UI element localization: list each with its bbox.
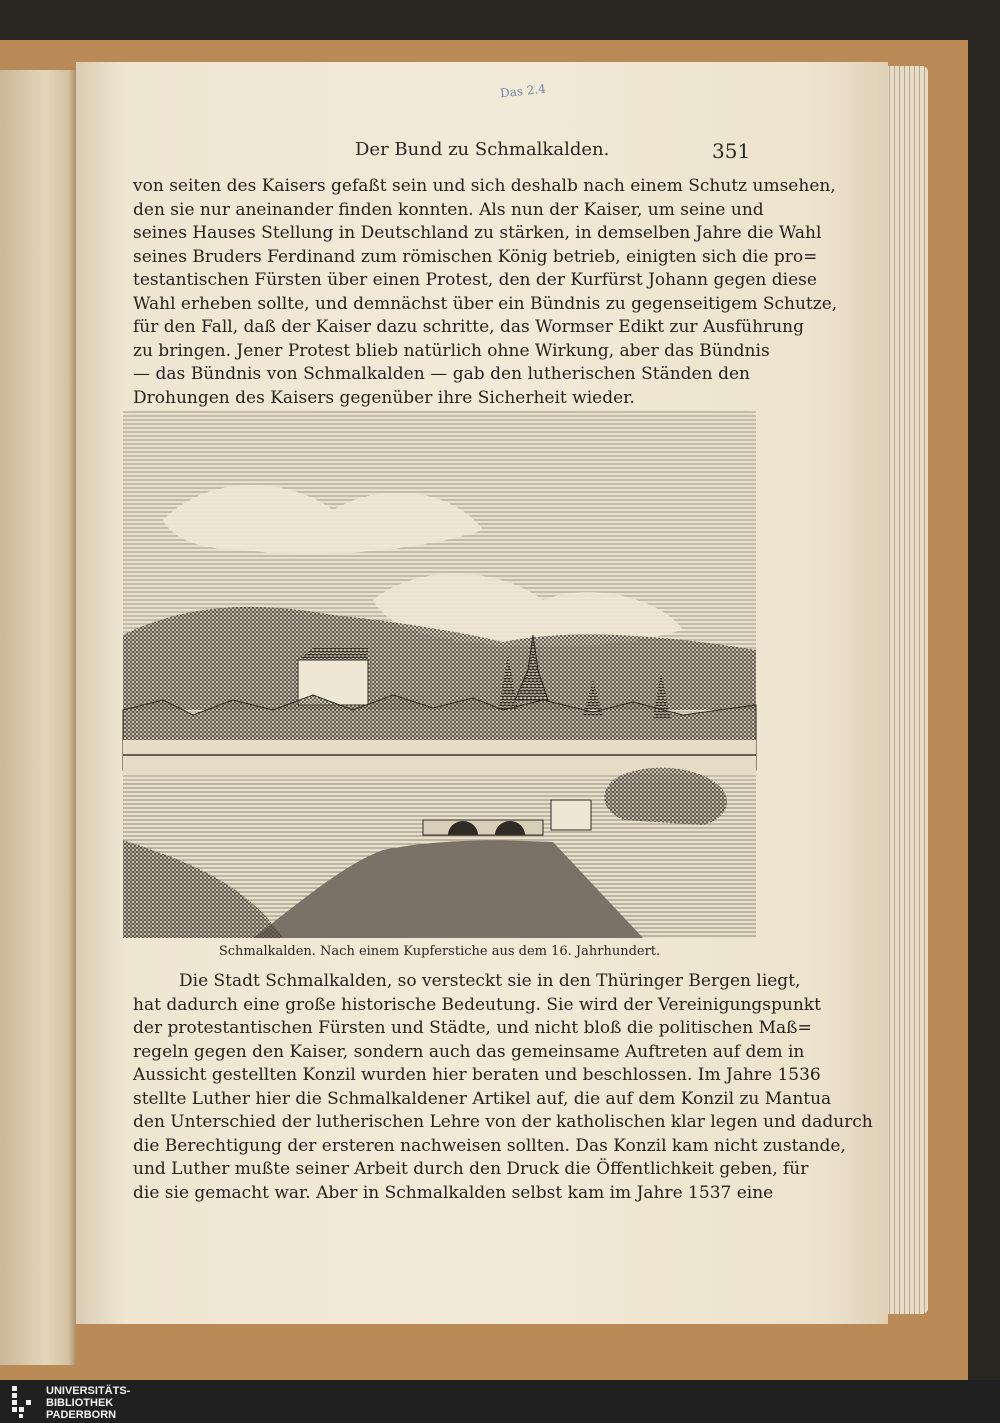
text-line: zu bringen. Jener Protest blieb natürlich ohne Wirkung, aber das Bündnis xyxy=(133,340,770,361)
text-line: Die Stadt Schmalkalden, so versteckt sie in den Thüringer Bergen liegt, xyxy=(179,971,801,991)
mill-house xyxy=(551,800,591,830)
text-line: seines Hauses Stellung in Deutschland zu stärken, in demselben Jahre die Wahl xyxy=(133,223,822,243)
text-line: stellte Luther hier die Schmalkaldener Artikel auf, die auf dem Konzil zu Mantua xyxy=(133,1088,832,1109)
text-line: die sie gemacht war. Aber in Schmalkalden selbst kam im Jahre 1537 eine xyxy=(133,1182,774,1203)
page-number: 351 xyxy=(712,139,751,163)
text-line: die Berechtigung der ersteren nachweisen sollten. Das Konzil kam nicht zustande, xyxy=(133,1135,846,1156)
text-line: — das Bündnis von Schmalkalden — gab den lutherischen Ständen den xyxy=(133,364,750,384)
left-page-edge xyxy=(0,70,76,1365)
engraving-schmalkalden xyxy=(123,410,756,938)
text-line: den sie nur aneinander finden konnten. Als nun der Kaiser, um seine und xyxy=(133,199,764,220)
paragraph-1 xyxy=(133,175,838,410)
text-line: hat dadurch eine große historische Bedeutung. Sie wird der Vereinigungspunkt xyxy=(133,994,821,1015)
text-line: und Luther mußte seiner Arbeit durch den Druck die Öffentlichkeit geben, für xyxy=(133,1159,809,1179)
library-name: UNIVERSITÄTS- BIBLIOTHEK PADERBORN xyxy=(46,1385,131,1421)
text-line: regeln gegen den Kaiser, sondern auch das gemeinsame Auftreten auf dem in xyxy=(133,1041,805,1062)
text-line: testantischen Fürsten über einen Protest, den der Kurfürst Johann gegen diese xyxy=(133,270,817,290)
text-line: Wahl erheben sollte, und demnächst über ein Bündnis zu gegenseitigem Schutze, xyxy=(133,293,838,314)
text-line: den Unterschied der lutherischen Lehre von der katholischen klar legen und dadurch xyxy=(133,1112,873,1132)
text-line: Drohungen des Kaisers gegenüber ihre Sicherheit wieder. xyxy=(133,387,635,408)
figure-caption: Schmalkalden. Nach einem Kupferstiche aus dem 16. Jahrhundert. xyxy=(218,944,661,959)
town-engraving xyxy=(123,410,756,938)
library-logo-icon xyxy=(10,1384,36,1418)
text-line: der protestantischen Fürsten und Städte, und nicht bloß die politischen Maß= xyxy=(133,1018,812,1038)
footer-bar xyxy=(0,1380,1000,1423)
text-line: von seiten des Kaisers gefaßt sein und sich deshalb nach einem Schutz umsehen, xyxy=(133,176,836,196)
text-line: für den Fall, daß der Kaiser dazu schritte, das Wormser Edikt zur Ausführung xyxy=(133,317,804,337)
text-line: seines Bruders Ferdinand zum römischen König betrieb, einigten sich die pro= xyxy=(133,246,818,267)
paragraph-2 xyxy=(133,970,873,1205)
text-line: Aussicht gestellten Konzil wurden hier beraten und beschlossen. Im Jahre 1536 xyxy=(133,1065,821,1085)
running-title: Der Bund zu Schmalkalden. xyxy=(355,139,610,160)
bridge xyxy=(423,820,543,835)
pencil-annotation: Das 2.4 xyxy=(499,81,547,101)
